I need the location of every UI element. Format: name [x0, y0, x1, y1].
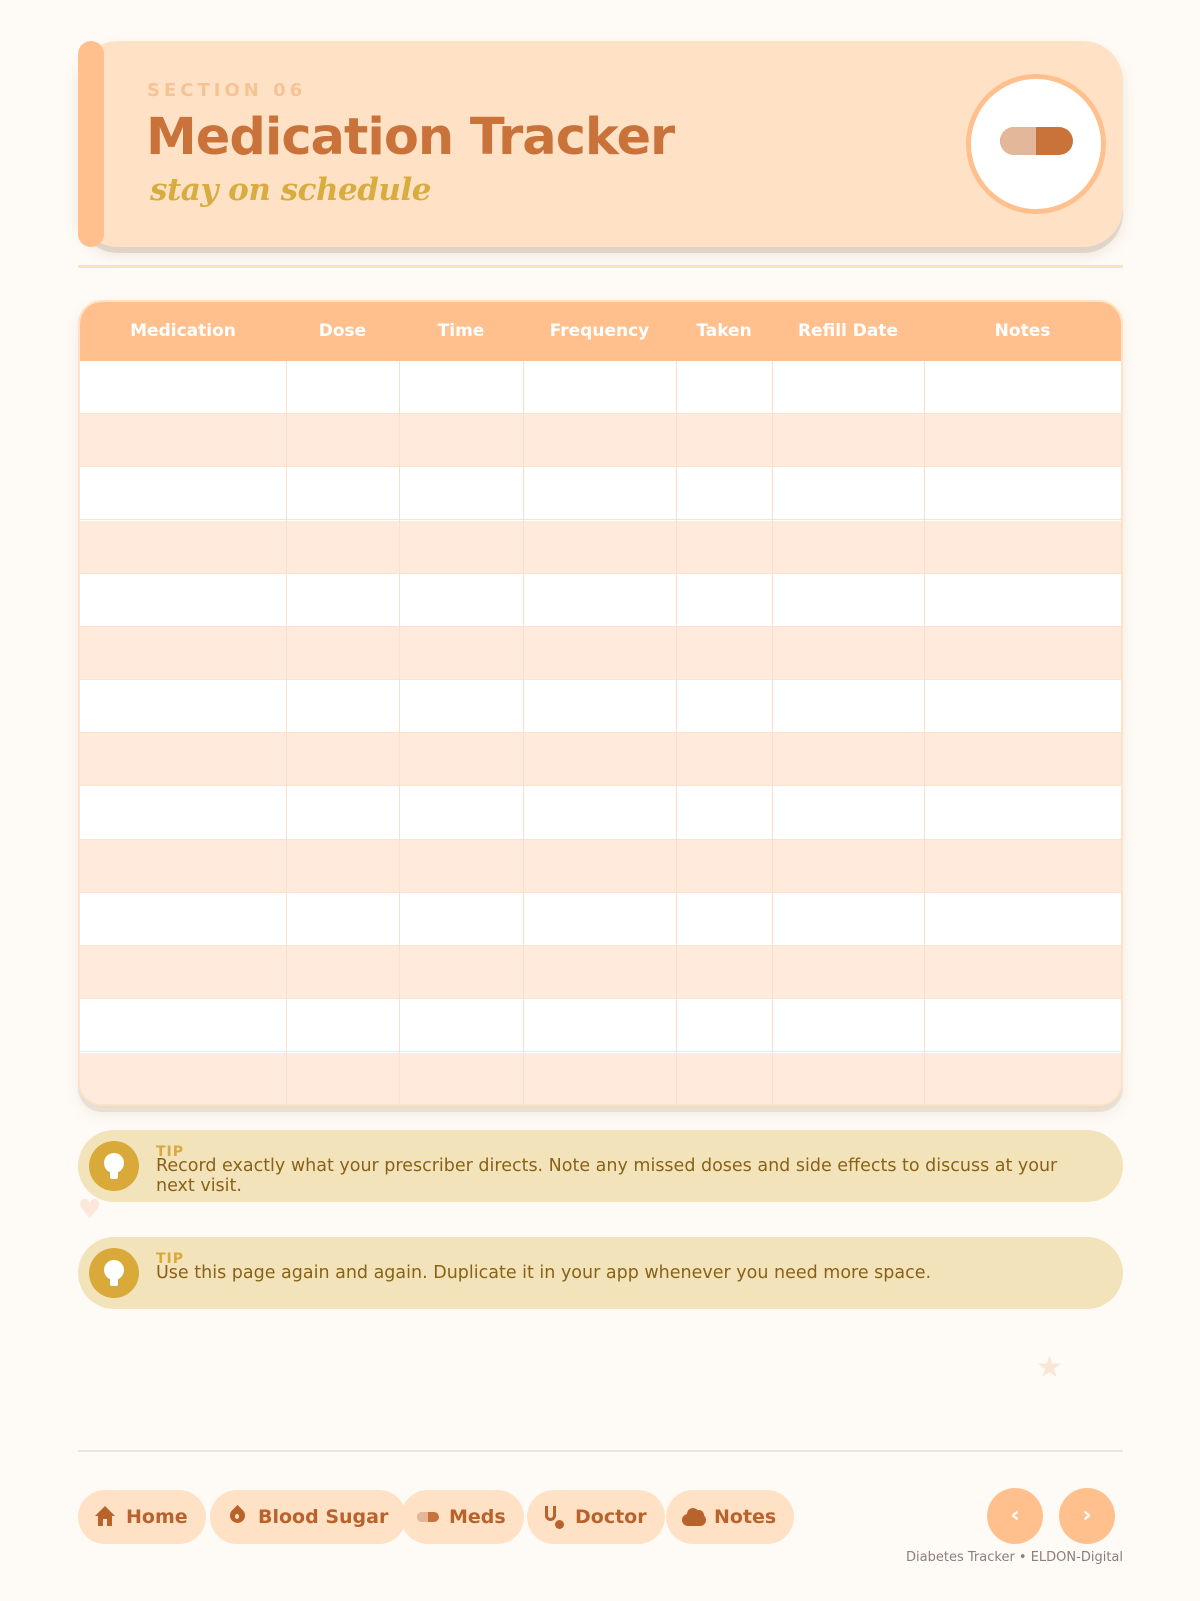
table-cell[interactable]	[286, 999, 399, 1052]
table-cell[interactable]	[80, 521, 286, 574]
table-cell[interactable]	[924, 521, 1121, 574]
table-cell[interactable]	[80, 627, 286, 680]
nav-label: Blood Sugar	[258, 1506, 389, 1528]
table-cell[interactable]	[286, 787, 399, 840]
table-cell[interactable]	[924, 361, 1121, 414]
table-cell[interactable]	[676, 1053, 772, 1106]
table-cell[interactable]	[80, 999, 286, 1052]
table-cell[interactable]	[676, 840, 772, 893]
table-cell[interactable]	[523, 999, 676, 1052]
table-cell[interactable]	[399, 893, 523, 946]
table-cell[interactable]	[80, 680, 286, 733]
column-divider	[676, 361, 677, 1106]
table-cell[interactable]	[399, 521, 523, 574]
table-body	[80, 361, 1121, 1106]
column-divider	[523, 361, 524, 1106]
heart-icon: ♥	[78, 1195, 102, 1225]
column-divider	[772, 361, 773, 1106]
table-cell[interactable]	[676, 627, 772, 680]
table-cell[interactable]	[399, 467, 523, 520]
table-cell[interactable]	[676, 521, 772, 574]
nav-notes-button[interactable]	[666, 1490, 794, 1544]
table-cell[interactable]	[80, 893, 286, 946]
footer-divider	[78, 1450, 1123, 1452]
column-header-frequency: Frequency	[549, 321, 650, 341]
table-cell[interactable]	[924, 574, 1121, 627]
table-cell[interactable]	[676, 999, 772, 1052]
table-cell[interactable]	[286, 733, 399, 786]
table-row	[80, 521, 1121, 574]
column-header-dose: Dose	[318, 321, 367, 341]
table-cell[interactable]	[399, 1053, 523, 1106]
table-cell[interactable]	[676, 893, 772, 946]
table-cell[interactable]	[772, 627, 924, 680]
table-cell[interactable]	[924, 680, 1121, 733]
table-row	[80, 893, 1121, 946]
nav-label: Home	[126, 1506, 188, 1528]
table-cell[interactable]	[924, 414, 1121, 467]
column-divider	[399, 361, 400, 1106]
column-header-refill-date: Refill Date	[797, 321, 899, 341]
table-cell[interactable]	[772, 467, 924, 520]
table-cell[interactable]	[286, 946, 399, 999]
table-cell[interactable]	[924, 1053, 1121, 1106]
table-cell[interactable]	[80, 733, 286, 786]
table-row	[80, 414, 1121, 467]
table-cell[interactable]	[286, 414, 399, 467]
table-cell[interactable]	[286, 521, 399, 574]
header-divider	[78, 265, 1123, 268]
table-cell[interactable]	[772, 999, 924, 1052]
table-cell[interactable]	[924, 733, 1121, 786]
lightbulb-icon	[89, 1248, 139, 1298]
column-divider	[924, 361, 925, 1106]
table-cell[interactable]	[80, 574, 286, 627]
table-row	[80, 999, 1121, 1052]
column-header-medication: Medication	[130, 321, 236, 341]
next-page-button[interactable]: ›	[1059, 1488, 1115, 1544]
table-cell[interactable]	[80, 467, 286, 520]
page-title: Medication Tracker	[146, 108, 675, 167]
table-cell[interactable]	[924, 787, 1121, 840]
table-cell[interactable]	[772, 361, 924, 414]
table-cell[interactable]	[772, 787, 924, 840]
table-cell[interactable]	[286, 574, 399, 627]
page-subtitle: stay on schedule	[150, 172, 431, 208]
medication-table	[78, 300, 1123, 1106]
table-cell[interactable]	[676, 414, 772, 467]
table-cell[interactable]	[399, 414, 523, 467]
table-cell[interactable]	[523, 521, 676, 574]
nav-doctor-button[interactable]	[527, 1490, 665, 1544]
nav-home-button[interactable]	[78, 1490, 206, 1544]
table-cell[interactable]	[286, 627, 399, 680]
tip-card-1	[78, 1130, 1123, 1202]
table-cell[interactable]	[924, 467, 1121, 520]
table-cell[interactable]	[772, 733, 924, 786]
tip-card-2	[78, 1237, 1123, 1309]
table-cell[interactable]	[924, 840, 1121, 893]
table-cell[interactable]	[772, 680, 924, 733]
table-cell[interactable]	[772, 1053, 924, 1106]
table-cell[interactable]	[523, 840, 676, 893]
table-cell[interactable]	[399, 946, 523, 999]
table-row	[80, 733, 1121, 786]
table-cell[interactable]	[523, 574, 676, 627]
table-cell[interactable]	[924, 946, 1121, 999]
pill-icon	[417, 1506, 439, 1528]
table-cell[interactable]	[286, 1053, 399, 1106]
table-cell[interactable]	[399, 787, 523, 840]
nav-meds-button[interactable]	[401, 1490, 524, 1544]
table-cell[interactable]	[523, 414, 676, 467]
table-cell[interactable]	[286, 467, 399, 520]
table-cell[interactable]	[399, 840, 523, 893]
table-cell[interactable]	[523, 1053, 676, 1106]
tip-label: TIP	[156, 1251, 185, 1267]
table-cell[interactable]	[924, 999, 1121, 1052]
home-icon	[94, 1506, 116, 1528]
table-cell[interactable]	[286, 361, 399, 414]
tip-label: TIP	[156, 1144, 185, 1160]
nav-label: Doctor	[575, 1506, 647, 1528]
table-cell[interactable]	[523, 733, 676, 786]
column-header-taken: Taken	[696, 321, 752, 341]
section-label: SECTION 06	[147, 80, 307, 101]
table-row	[80, 1053, 1121, 1106]
table-row	[80, 680, 1121, 733]
table-header-row	[80, 302, 1121, 361]
prev-page-button[interactable]: ‹	[987, 1488, 1043, 1544]
table-cell[interactable]	[676, 680, 772, 733]
table-cell[interactable]	[676, 787, 772, 840]
table-row	[80, 574, 1121, 627]
table-cell[interactable]	[286, 680, 399, 733]
table-cell[interactable]	[523, 627, 676, 680]
tip-text: Record exactly what your prescriber directs. Note any missed doses and side effects to discuss at your next visit.	[156, 1156, 1058, 1196]
table-cell[interactable]	[676, 733, 772, 786]
table-row	[80, 787, 1121, 840]
pill-icon	[1000, 127, 1073, 155]
table-cell[interactable]	[523, 361, 676, 414]
table-cell[interactable]	[523, 787, 676, 840]
table-row	[80, 840, 1121, 893]
table-cell[interactable]	[772, 946, 924, 999]
table-cell[interactable]	[772, 521, 924, 574]
table-cell[interactable]	[523, 680, 676, 733]
tip-text: Use this page again and again. Duplicate it in your app whenever you need more space.	[156, 1263, 932, 1283]
table-cell[interactable]	[772, 574, 924, 627]
star-icon: ★	[1036, 1350, 1063, 1385]
table-cell[interactable]	[80, 414, 286, 467]
drop-icon	[226, 1506, 248, 1528]
cloud-icon	[682, 1506, 704, 1528]
column-header-time: Time	[437, 321, 485, 341]
table-cell[interactable]	[80, 946, 286, 999]
table-cell[interactable]	[676, 946, 772, 999]
table-cell[interactable]	[399, 361, 523, 414]
table-cell[interactable]	[772, 840, 924, 893]
table-cell[interactable]	[399, 574, 523, 627]
table-row	[80, 627, 1121, 680]
table-cell[interactable]	[676, 361, 772, 414]
table-cell[interactable]	[924, 893, 1121, 946]
table-cell[interactable]	[80, 1053, 286, 1106]
table-row	[80, 361, 1121, 414]
table-cell[interactable]	[399, 733, 523, 786]
table-cell[interactable]	[676, 574, 772, 627]
table-cell[interactable]	[772, 893, 924, 946]
header-accent-bar	[78, 41, 104, 247]
table-cell[interactable]	[523, 946, 676, 999]
table-cell[interactable]	[399, 627, 523, 680]
table-row	[80, 946, 1121, 999]
stethoscope-icon	[543, 1506, 565, 1528]
nav-label: Notes	[714, 1506, 777, 1528]
table-cell[interactable]	[523, 467, 676, 520]
column-divider	[286, 361, 287, 1106]
table-cell[interactable]	[80, 787, 286, 840]
table-cell[interactable]	[924, 627, 1121, 680]
nav-label: Meds	[449, 1506, 506, 1528]
table-cell[interactable]	[772, 414, 924, 467]
table-cell[interactable]	[286, 840, 399, 893]
table-cell[interactable]	[399, 680, 523, 733]
table-cell[interactable]	[80, 840, 286, 893]
table-cell[interactable]	[286, 893, 399, 946]
column-header-notes: Notes	[994, 321, 1051, 341]
lightbulb-icon	[89, 1141, 139, 1191]
table-cell[interactable]	[399, 999, 523, 1052]
footer-credits: Diabetes Tracker • ELDON-Digital	[906, 1550, 1123, 1565]
nav-blood-sugar-button[interactable]	[210, 1490, 406, 1544]
table-cell[interactable]	[80, 361, 286, 414]
table-cell[interactable]	[523, 893, 676, 946]
table-cell[interactable]	[676, 467, 772, 520]
table-row	[80, 467, 1121, 520]
